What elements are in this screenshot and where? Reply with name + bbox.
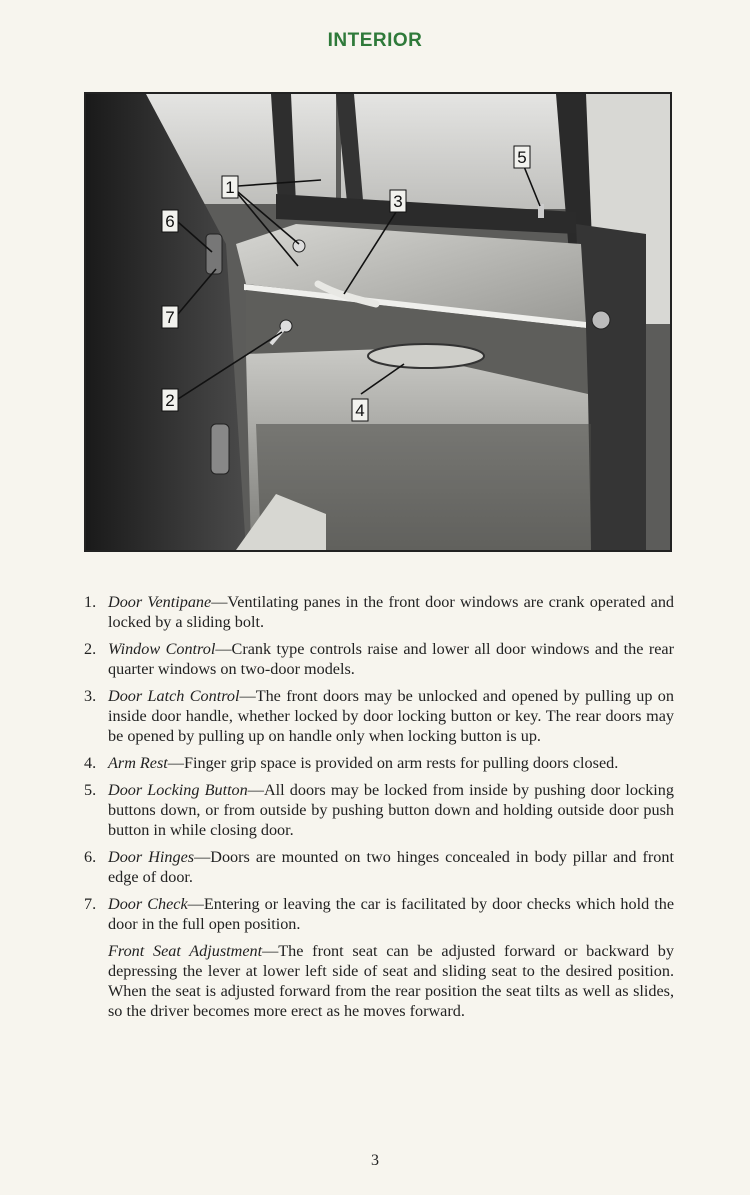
list-item <box>84 592 674 632</box>
front-seat-text: —The front seat can be adjusted forward or backward by depressing the lever at lower left side of seat and sliding seat to the desired position. When the seat is adjusted forward from the rear position the seat tilts as well as slides, so the driver becomes more erect as he moves forward. <box>108 942 674 1020</box>
callout-6: 6 <box>165 212 175 231</box>
item-term: Door Hinges <box>108 848 195 866</box>
item-number: 5. <box>84 781 97 799</box>
item-term: Door Latch Control <box>108 687 240 705</box>
page-title: INTERIOR <box>327 30 423 51</box>
callout-2: 2 <box>165 391 175 410</box>
list-item <box>84 894 674 934</box>
callout-5: 5 <box>517 148 527 167</box>
item-term: Window Control <box>108 640 216 658</box>
item-term: Door Locking Button <box>108 781 248 799</box>
item-text: —All doors may be locked from inside by pushing door locking buttons down, or from outside by pushing button down and holding outside door push button in while closing door. <box>108 781 674 839</box>
list-item <box>84 753 674 773</box>
item-number: 6. <box>84 848 97 866</box>
list-item <box>84 639 674 679</box>
item-number: 7. <box>84 895 97 913</box>
callout-7: 7 <box>165 308 175 327</box>
callout-3: 3 <box>393 192 403 211</box>
item-text: —The front doors may be unlocked and opened by pulling up on inside door handle, whether locked by door locking button or key. The rear doors may be opened by pulling up on handle only when locking button is up. <box>108 687 674 745</box>
item-number: 3. <box>84 687 97 705</box>
item-text: —Crank type controls raise and lower all door windows and the rear quarter windows on two-door models. <box>108 640 675 678</box>
callout-1: 1 <box>225 178 235 197</box>
item-number: 1. <box>84 593 97 611</box>
item-text: —Entering or leaving the car is facilitated by door checks which hold the door in the full open position. <box>108 895 675 933</box>
item-number: 4. <box>84 754 97 772</box>
list-item <box>84 847 674 887</box>
item-text: —Doors are mounted on two hinges concealed in body pillar and front edge of door. <box>108 848 674 886</box>
item-text: —Finger grip space is provided on arm rests for pulling doors closed. <box>167 754 619 772</box>
callout-4: 4 <box>355 401 365 420</box>
item-term: Door Ventipane <box>108 593 212 611</box>
front-seat-term: Front Seat Adjustment <box>108 942 263 960</box>
item-term: Arm Rest <box>108 754 168 772</box>
page-number: 3 <box>371 1152 379 1169</box>
item-number: 2. <box>84 640 97 658</box>
item-list <box>84 592 674 1021</box>
item-term: Door Check <box>108 895 188 913</box>
item-text: —Ventilating panes in the front door windows are crank operated and locked by a sliding bolt. <box>108 593 675 631</box>
list-item <box>84 780 674 840</box>
door-interior-photo <box>84 92 672 552</box>
front-seat-paragraph <box>84 941 674 1021</box>
list-item <box>84 686 674 746</box>
